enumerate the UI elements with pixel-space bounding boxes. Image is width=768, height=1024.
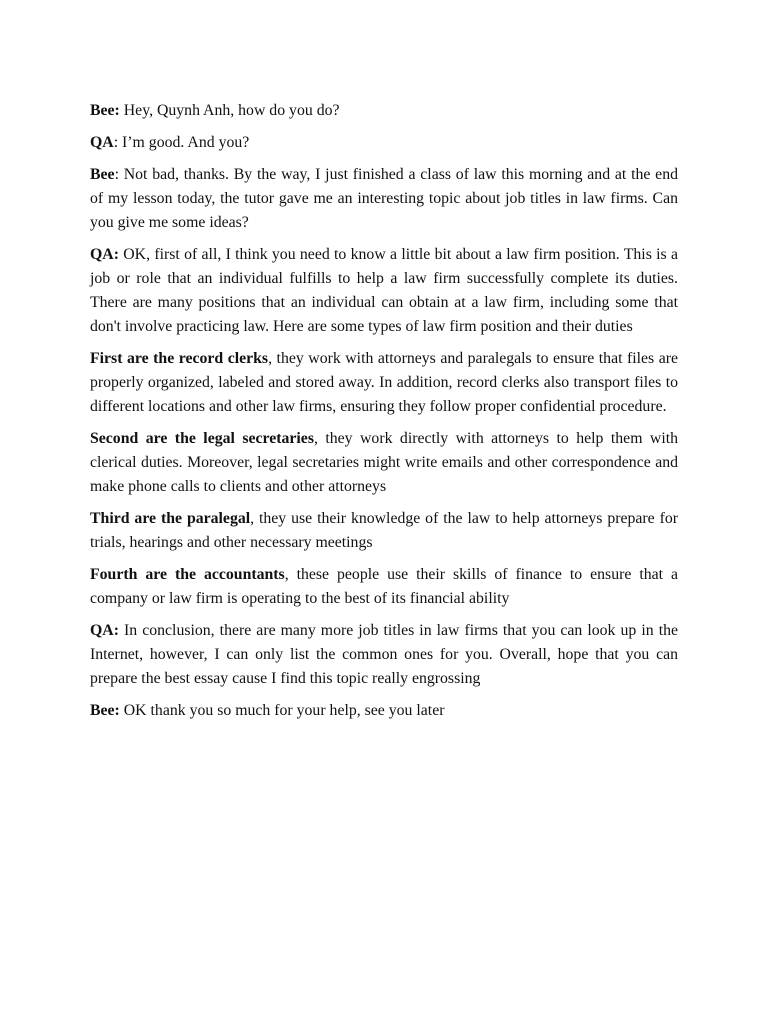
dialogue-paragraph	[90, 699, 678, 723]
document-page	[90, 99, 678, 731]
dialogue-paragraph	[90, 347, 678, 419]
dialogue-text: OK thank you so much for your help, see you later	[119, 702, 445, 719]
speaker-label: QA	[90, 134, 114, 151]
dialogue-paragraph	[90, 507, 678, 555]
dialogue-paragraph	[90, 163, 678, 235]
section-heading: Second are the legal secretaries	[90, 430, 314, 447]
section-heading: First are the record clerks	[90, 350, 269, 367]
dialogue-paragraph	[90, 243, 678, 339]
dialogue-text: , they work with attorneys and paralegals to ensure that files are properly organized, labeled and stored away. In addition, record clerks also transport files to different locations and other law firms, ensuring they follow proper confidential procedure.	[90, 350, 679, 415]
dialogue-text: , they use their knowledge of the law to help attorneys prepare for trials, hearings and other necessary meetings	[90, 510, 679, 551]
speaker-label: QA:	[90, 246, 119, 263]
speaker-label: Bee:	[90, 102, 120, 119]
section-heading: Third are the paralegal	[90, 510, 251, 527]
speaker-label: Bee:	[90, 702, 120, 719]
dialogue-paragraph	[90, 619, 678, 691]
dialogue-paragraph	[90, 131, 678, 155]
dialogue-paragraph	[90, 427, 678, 499]
dialogue-text: In conclusion, there are many more job titles in law firms that you can look up in the Internet, however, I can only list the common ones for you. Overall, hope that you can prepare the best essay cause I find this topic really engrossing	[90, 622, 678, 687]
speaker-label: Bee	[90, 166, 115, 183]
dialogue-paragraph	[90, 563, 678, 611]
dialogue-text: , they work directly with attorneys to help them with clerical duties. Moreover, legal secretaries might write emails and other correspondence and make phone calls to clients and other attorneys	[90, 430, 679, 495]
section-heading: Fourth are the accountants	[90, 566, 285, 583]
dialogue-paragraph	[90, 99, 678, 123]
dialogue-text: : Not bad, thanks. By the way, I just finished a class of law this morning and at the end of my lesson today, the tutor gave me an interesting topic about job titles in law firms. Can you give me some ideas?	[90, 166, 678, 231]
speaker-label: QA:	[90, 622, 119, 639]
dialogue-text: Hey, Quynh Anh, how do you do?	[119, 102, 340, 119]
dialogue-text: , these people use their skills of finance to ensure that a company or law firm is operating to the best of its financial ability	[90, 566, 678, 607]
dialogue-text: OK, first of all, I think you need to know a little bit about a law firm position. This is a job or role that an individual fulfills to help a law firm successfully complete its duties. There are many positions that an individual can obtain at a law firm, including some that don't involve practicing law. Here are some types of law firm position and their duties	[90, 246, 678, 335]
dialogue-text: : I’m good. And you?	[113, 134, 250, 151]
